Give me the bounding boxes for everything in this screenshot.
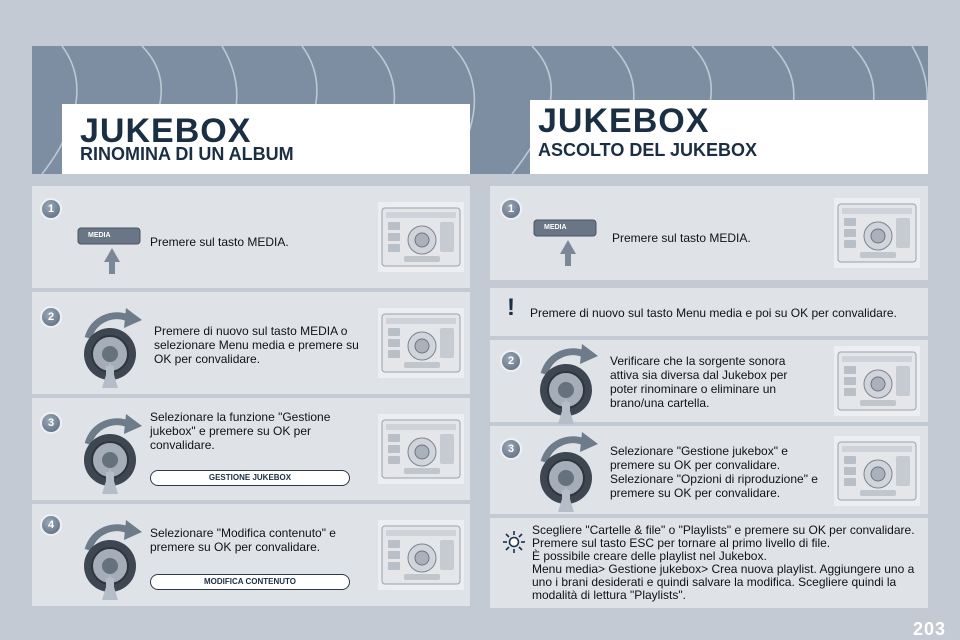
warning-text: Premere di nuovo sul tasto Menu media e poi su OK per convalidare. [530,306,897,320]
step-number-badge: 1 [500,198,522,220]
right-step-3 [490,426,928,514]
warning-icon: ! [507,294,515,321]
radio-unit-icon [834,436,920,506]
right-title: JUKEBOX [538,102,710,140]
rotary-knob-icon [526,428,606,514]
rotary-knob-icon [70,304,150,390]
tip-line: Scegliere "Cartelle & file" o "Playlists" e premere su OK per convalidare. [532,523,915,537]
step-text: Verificare che la sorgente sonora attiva sia diversa dal Jukebox per poter rinominare o eliminare un brano/una cartella. [610,354,788,410]
radio-unit-icon [378,520,464,590]
radio-unit-icon [378,414,464,484]
rotary-knob-icon [70,410,150,496]
step-text: Selezionare "Modifica contenuto" e premere su OK per convalidare. [150,526,336,554]
step-number-badge: 3 [40,412,62,434]
media-key-label: MEDIA [88,232,111,239]
tip-line: Premere sul tasto ESC per tornare al primo livello di file. [532,536,831,550]
step-number-badge: 1 [40,198,62,220]
step-text: Premere di nuovo sul tasto MEDIA o selezionare Menu media e premere su OK per convalidare. [154,324,359,366]
tip-text [532,524,924,602]
radio-unit-icon [378,308,464,378]
rotary-knob-icon [526,340,606,426]
step-text: Selezionare "Gestione jukebox" e premere su OK per convalidare. Selezionare "Opzioni di riproduzione" e premere su OK per convalidare. [610,444,818,500]
radio-unit-icon [834,346,920,416]
radio-unit-icon [378,202,464,272]
left-title: JUKEBOX [80,112,252,150]
left-title-box [62,104,470,174]
step-text: Selezionare la funzione "Gestione jukebox" e premere su OK per convalidare. [150,410,331,452]
right-warning [490,288,928,336]
right-tip [490,518,928,608]
media-key-icon [76,224,148,274]
step-number-badge: 2 [40,306,62,328]
step-text: Premere sul tasto MEDIA. [150,235,289,249]
tip-line: È possibile creare delle playlist nel Jukebox. [532,549,767,563]
rotary-knob-icon [70,516,150,602]
lightbulb-icon [502,530,526,554]
menu-option-label: GESTIONE JUKEBOX [150,470,350,486]
right-title-box [530,100,928,174]
tip-line: Menu media> Gestione jukebox> Crea nuova playlist. Aggiungere uno a uno i brani desiderati e quindi salvare la modifica. Scegliere quindi la modalità di lettura "Playlists". [532,562,915,602]
menu-option-label: MODIFICA CONTENUTO [150,574,350,590]
step-number-badge: 4 [40,514,62,536]
step-text: Premere sul tasto MEDIA. [612,231,751,245]
right-step-2 [490,340,928,422]
radio-unit-icon [834,198,920,268]
right-step-1 [490,186,928,280]
left-step-1 [32,186,470,288]
media-key-label: MEDIA [544,224,567,231]
left-step-4 [32,504,470,606]
right-subtitle: ASCOLTO DEL JUKEBOX [538,140,758,160]
left-subtitle: RINOMINA DI UN ALBUM [80,144,294,164]
step-number-badge: 3 [500,438,522,460]
media-key-icon [532,216,604,266]
page-number: 203 [912,619,946,639]
left-step-2 [32,292,470,394]
step-number-badge: 2 [500,350,522,372]
left-step-3 [32,398,470,500]
